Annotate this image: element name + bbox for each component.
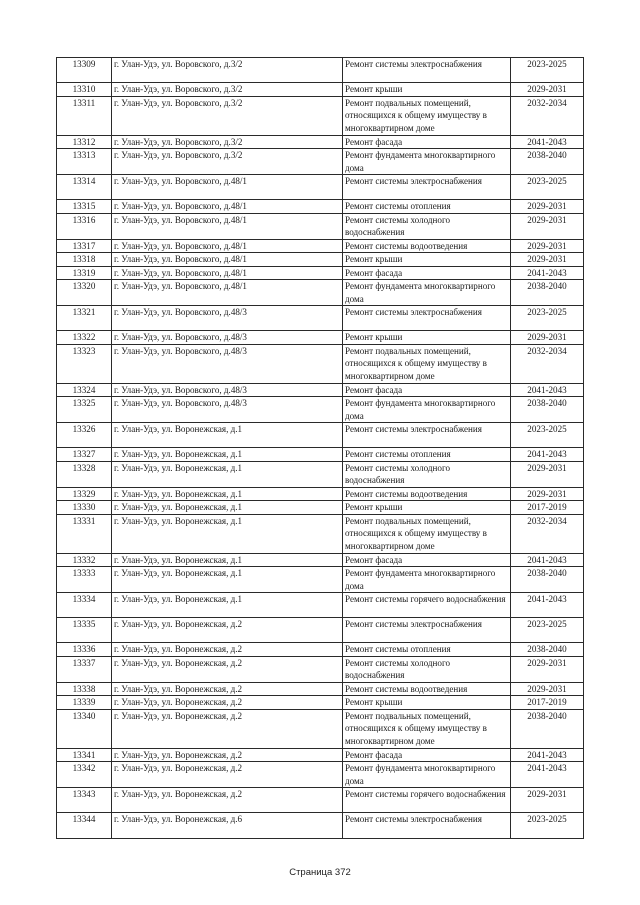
cell-period: 2038-2040 bbox=[511, 397, 584, 423]
cell-work-type: Ремонт подвальных помещений, относящихся к общему имуществу в многоквартирном доме bbox=[343, 96, 511, 135]
cell-work-type: Ремонт системы отопления bbox=[343, 448, 511, 462]
table-row bbox=[57, 135, 584, 149]
cell-period: 2041-2043 bbox=[511, 135, 584, 149]
table-row bbox=[57, 266, 584, 280]
cell-work-type: Ремонт подвальных помещений, относящихся к общему имуществу в многоквартирном доме bbox=[343, 709, 511, 748]
cell-address: г. Улан-Удэ, ул. Воронежская, д.2 bbox=[112, 709, 343, 748]
table-row bbox=[57, 58, 584, 83]
cell-number: 13310 bbox=[57, 83, 112, 97]
cell-period: 2029-2031 bbox=[511, 253, 584, 267]
cell-number: 13316 bbox=[57, 213, 112, 239]
cell-address: г. Улан-Удэ, ул. Воровского, д.48/3 bbox=[112, 383, 343, 397]
cell-address: г. Улан-Удэ, ул. Воровского, д.48/3 bbox=[112, 331, 343, 345]
cell-address: г. Улан-Удэ, ул. Воровского, д.3/2 bbox=[112, 96, 343, 135]
cell-period: 2038-2040 bbox=[511, 280, 584, 306]
cell-address: г. Улан-Удэ, ул. Воронежская, д.1 bbox=[112, 461, 343, 487]
cell-address: г. Улан-Удэ, ул. Воронежская, д.1 bbox=[112, 423, 343, 448]
cell-address: г. Улан-Удэ, ул. Воронежская, д.2 bbox=[112, 788, 343, 813]
cell-number: 13344 bbox=[57, 813, 112, 839]
cell-number: 13322 bbox=[57, 331, 112, 345]
cell-address: г. Улан-Удэ, ул. Воровского, д.48/1 bbox=[112, 200, 343, 214]
cell-work-type: Ремонт фундамента многоквартирного дома bbox=[343, 280, 511, 306]
cell-work-type: Ремонт фасада bbox=[343, 135, 511, 149]
table-row bbox=[57, 280, 584, 306]
cell-work-type: Ремонт подвальных помещений, относящихся к общему имуществу в многоквартирном доме bbox=[343, 514, 511, 553]
cell-period: 2038-2040 bbox=[511, 567, 584, 593]
cell-number: 13320 bbox=[57, 280, 112, 306]
cell-number: 13318 bbox=[57, 253, 112, 267]
cell-number: 13342 bbox=[57, 762, 112, 788]
table-row bbox=[57, 423, 584, 448]
table-row bbox=[57, 149, 584, 175]
cell-work-type: Ремонт системы холодного водоснабжения bbox=[343, 656, 511, 682]
cell-period: 2041-2043 bbox=[511, 448, 584, 462]
table-row bbox=[57, 306, 584, 331]
cell-number: 13332 bbox=[57, 553, 112, 567]
cell-work-type: Ремонт фасада bbox=[343, 383, 511, 397]
cell-period: 2041-2043 bbox=[511, 593, 584, 618]
cell-work-type: Ремонт системы электроснабжения bbox=[343, 175, 511, 200]
cell-address: г. Улан-Удэ, ул. Воровского, д.3/2 bbox=[112, 149, 343, 175]
cell-work-type: Ремонт системы электроснабжения bbox=[343, 306, 511, 331]
cell-address: г. Улан-Удэ, ул. Воронежская, д.2 bbox=[112, 696, 343, 710]
table-row bbox=[57, 487, 584, 501]
cell-work-type: Ремонт системы горячего водоснабжения bbox=[343, 788, 511, 813]
cell-number: 13340 bbox=[57, 709, 112, 748]
cell-period: 2032-2034 bbox=[511, 96, 584, 135]
cell-work-type: Ремонт фасада bbox=[343, 266, 511, 280]
cell-address: г. Улан-Удэ, ул. Воронежская, д.1 bbox=[112, 501, 343, 515]
table-row bbox=[57, 383, 584, 397]
cell-period: 2023-2025 bbox=[511, 175, 584, 200]
table-row bbox=[57, 253, 584, 267]
cell-period: 2041-2043 bbox=[511, 748, 584, 762]
cell-number: 13319 bbox=[57, 266, 112, 280]
table-row bbox=[57, 682, 584, 696]
table-row bbox=[57, 344, 584, 383]
cell-work-type: Ремонт фундамента многоквартирного дома bbox=[343, 762, 511, 788]
table-row bbox=[57, 553, 584, 567]
cell-address: г. Улан-Удэ, ул. Воровского, д.48/1 bbox=[112, 266, 343, 280]
cell-work-type: Ремонт фундамента многоквартирного дома bbox=[343, 567, 511, 593]
cell-number: 13314 bbox=[57, 175, 112, 200]
table-row bbox=[57, 397, 584, 423]
cell-number: 13324 bbox=[57, 383, 112, 397]
cell-address: г. Улан-Удэ, ул. Воронежская, д.2 bbox=[112, 682, 343, 696]
cell-number: 13321 bbox=[57, 306, 112, 331]
table-row bbox=[57, 593, 584, 618]
cell-period: 2029-2031 bbox=[511, 83, 584, 97]
cell-period: 2029-2031 bbox=[511, 239, 584, 253]
cell-address: г. Улан-Удэ, ул. Воровского, д.48/1 bbox=[112, 253, 343, 267]
cell-period: 2029-2031 bbox=[511, 487, 584, 501]
cell-address: г. Улан-Удэ, ул. Воронежская, д.1 bbox=[112, 567, 343, 593]
cell-address: г. Улан-Удэ, ул. Воровского, д.48/3 bbox=[112, 397, 343, 423]
cell-address: г. Улан-Удэ, ул. Воровского, д.3/2 bbox=[112, 83, 343, 97]
cell-address: г. Улан-Удэ, ул. Воровского, д.48/1 bbox=[112, 213, 343, 239]
cell-work-type: Ремонт системы водоотведения bbox=[343, 487, 511, 501]
cell-period: 2023-2025 bbox=[511, 423, 584, 448]
cell-period: 2029-2031 bbox=[511, 331, 584, 345]
cell-address: г. Улан-Удэ, ул. Воровского, д.3/2 bbox=[112, 135, 343, 149]
page-number: Страница 372 bbox=[289, 867, 351, 878]
cell-period: 2041-2043 bbox=[511, 762, 584, 788]
cell-period: 2029-2031 bbox=[511, 682, 584, 696]
cell-period: 2023-2025 bbox=[511, 306, 584, 331]
cell-period: 2041-2043 bbox=[511, 383, 584, 397]
cell-address: г. Улан-Удэ, ул. Воровского, д.48/3 bbox=[112, 306, 343, 331]
cell-address: г. Улан-Удэ, ул. Воронежская, д.2 bbox=[112, 748, 343, 762]
cell-address: г. Улан-Удэ, ул. Воронежская, д.1 bbox=[112, 553, 343, 567]
cell-address: г. Улан-Удэ, ул. Воронежская, д.1 bbox=[112, 593, 343, 618]
cell-work-type: Ремонт фундамента многоквартирного дома bbox=[343, 397, 511, 423]
table-row bbox=[57, 696, 584, 710]
cell-period: 2041-2043 bbox=[511, 266, 584, 280]
cell-number: 13326 bbox=[57, 423, 112, 448]
cell-work-type: Ремонт системы отопления bbox=[343, 200, 511, 214]
cell-period: 2041-2043 bbox=[511, 553, 584, 567]
cell-period: 2038-2040 bbox=[511, 643, 584, 657]
cell-address: г. Улан-Удэ, ул. Воронежская, д.2 bbox=[112, 762, 343, 788]
table-row bbox=[57, 618, 584, 643]
cell-work-type: Ремонт системы электроснабжения bbox=[343, 58, 511, 83]
cell-number: 13335 bbox=[57, 618, 112, 643]
cell-period: 2032-2034 bbox=[511, 344, 584, 383]
cell-period: 2023-2025 bbox=[511, 813, 584, 839]
cell-address: г. Улан-Удэ, ул. Воровского, д.48/1 bbox=[112, 280, 343, 306]
cell-number: 13327 bbox=[57, 448, 112, 462]
table-row bbox=[57, 213, 584, 239]
table-body bbox=[57, 58, 584, 839]
table-row bbox=[57, 643, 584, 657]
cell-number: 13309 bbox=[57, 58, 112, 83]
cell-period: 2017-2019 bbox=[511, 696, 584, 710]
cell-work-type: Ремонт крыши bbox=[343, 83, 511, 97]
cell-period: 2023-2025 bbox=[511, 58, 584, 83]
table-row bbox=[57, 656, 584, 682]
cell-work-type: Ремонт системы водоотведения bbox=[343, 239, 511, 253]
cell-work-type: Ремонт крыши bbox=[343, 253, 511, 267]
cell-number: 13336 bbox=[57, 643, 112, 657]
cell-address: г. Улан-Удэ, ул. Воронежская, д.2 bbox=[112, 618, 343, 643]
cell-work-type: Ремонт системы холодного водоснабжения bbox=[343, 213, 511, 239]
cell-address: г. Улан-Удэ, ул. Воровского, д.3/2 bbox=[112, 58, 343, 83]
work-schedule-table bbox=[56, 57, 584, 839]
cell-period: 2038-2040 bbox=[511, 149, 584, 175]
cell-address: г. Улан-Удэ, ул. Воровского, д.48/1 bbox=[112, 175, 343, 200]
cell-period: 2029-2031 bbox=[511, 213, 584, 239]
cell-work-type: Ремонт системы электроснабжения bbox=[343, 423, 511, 448]
cell-period: 2017-2019 bbox=[511, 501, 584, 515]
table-row bbox=[57, 813, 584, 839]
cell-work-type: Ремонт фундамента многоквартирного дома bbox=[343, 149, 511, 175]
cell-number: 13323 bbox=[57, 344, 112, 383]
cell-work-type: Ремонт системы электроснабжения bbox=[343, 813, 511, 839]
cell-number: 13315 bbox=[57, 200, 112, 214]
table-row bbox=[57, 514, 584, 553]
cell-work-type: Ремонт крыши bbox=[343, 501, 511, 515]
cell-work-type: Ремонт крыши bbox=[343, 696, 511, 710]
cell-work-type: Ремонт фасада bbox=[343, 553, 511, 567]
cell-number: 13312 bbox=[57, 135, 112, 149]
table-row bbox=[57, 709, 584, 748]
cell-address: г. Улан-Удэ, ул. Воронежская, д.1 bbox=[112, 514, 343, 553]
cell-address: г. Улан-Удэ, ул. Воронежская, д.2 bbox=[112, 643, 343, 657]
cell-work-type: Ремонт крыши bbox=[343, 331, 511, 345]
cell-period: 2032-2034 bbox=[511, 514, 584, 553]
table-row bbox=[57, 748, 584, 762]
cell-work-type: Ремонт системы холодного водоснабжения bbox=[343, 461, 511, 487]
table-row bbox=[57, 762, 584, 788]
table-row bbox=[57, 96, 584, 135]
cell-period: 2023-2025 bbox=[511, 618, 584, 643]
cell-number: 13329 bbox=[57, 487, 112, 501]
cell-address: г. Улан-Удэ, ул. Воровского, д.48/3 bbox=[112, 344, 343, 383]
cell-number: 13311 bbox=[57, 96, 112, 135]
cell-address: г. Улан-Удэ, ул. Воронежская, д.6 bbox=[112, 813, 343, 839]
cell-work-type: Ремонт системы горячего водоснабжения bbox=[343, 593, 511, 618]
cell-period: 2029-2031 bbox=[511, 656, 584, 682]
table-row bbox=[57, 448, 584, 462]
cell-work-type: Ремонт подвальных помещений, относящихся к общему имуществу в многоквартирном доме bbox=[343, 344, 511, 383]
cell-number: 13331 bbox=[57, 514, 112, 553]
cell-number: 13334 bbox=[57, 593, 112, 618]
cell-number: 13333 bbox=[57, 567, 112, 593]
cell-number: 13313 bbox=[57, 149, 112, 175]
cell-period: 2029-2031 bbox=[511, 200, 584, 214]
cell-number: 13341 bbox=[57, 748, 112, 762]
cell-number: 13343 bbox=[57, 788, 112, 813]
cell-address: г. Улан-Удэ, ул. Воровского, д.48/1 bbox=[112, 239, 343, 253]
cell-number: 13328 bbox=[57, 461, 112, 487]
table-row bbox=[57, 239, 584, 253]
table-row bbox=[57, 461, 584, 487]
cell-work-type: Ремонт системы электроснабжения bbox=[343, 618, 511, 643]
table-row bbox=[57, 200, 584, 214]
cell-work-type: Ремонт системы водоотведения bbox=[343, 682, 511, 696]
cell-number: 13330 bbox=[57, 501, 112, 515]
cell-work-type: Ремонт системы отопления bbox=[343, 643, 511, 657]
cell-period: 2038-2040 bbox=[511, 709, 584, 748]
cell-number: 13338 bbox=[57, 682, 112, 696]
table-row bbox=[57, 175, 584, 200]
cell-number: 13317 bbox=[57, 239, 112, 253]
cell-address: г. Улан-Удэ, ул. Воронежская, д.1 bbox=[112, 448, 343, 462]
cell-number: 13339 bbox=[57, 696, 112, 710]
table-row bbox=[57, 501, 584, 515]
cell-number: 13337 bbox=[57, 656, 112, 682]
cell-address: г. Улан-Удэ, ул. Воронежская, д.2 bbox=[112, 656, 343, 682]
cell-work-type: Ремонт фасада bbox=[343, 748, 511, 762]
table-row bbox=[57, 83, 584, 97]
cell-address: г. Улан-Удэ, ул. Воронежская, д.1 bbox=[112, 487, 343, 501]
cell-period: 2029-2031 bbox=[511, 461, 584, 487]
table-row bbox=[57, 567, 584, 593]
cell-period: 2029-2031 bbox=[511, 788, 584, 813]
cell-number: 13325 bbox=[57, 397, 112, 423]
table-row bbox=[57, 788, 584, 813]
table-row bbox=[57, 331, 584, 345]
